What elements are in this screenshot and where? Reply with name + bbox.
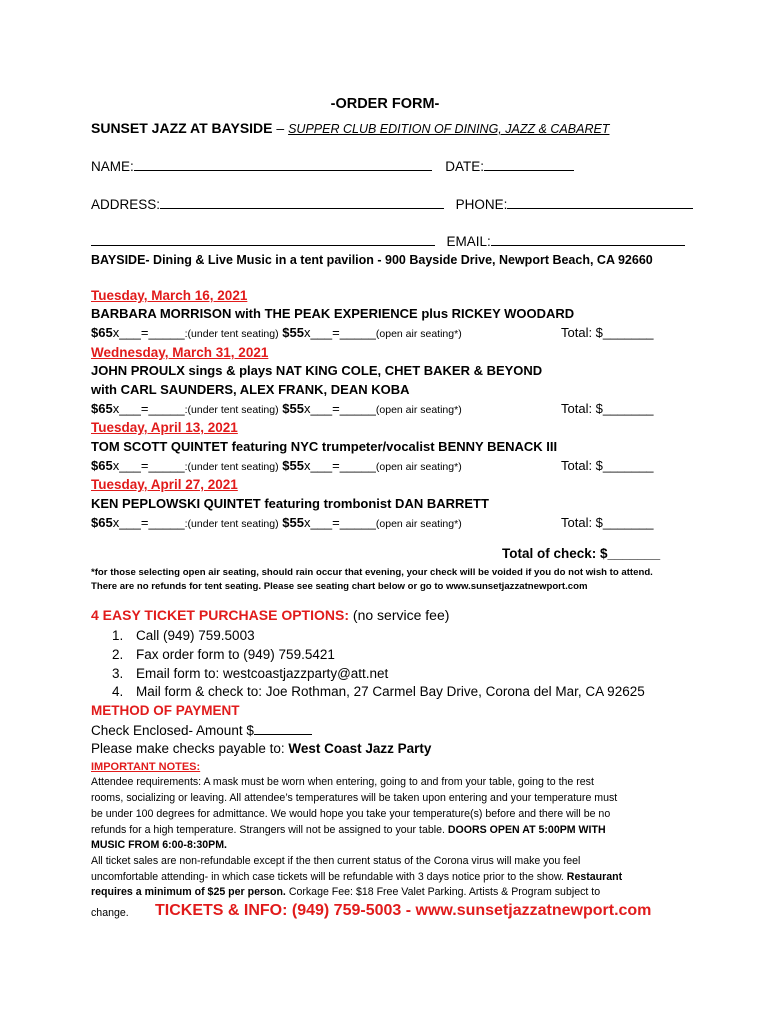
phone-field[interactable] — [507, 196, 693, 209]
options-subtitle: (no service fee) — [349, 607, 450, 623]
show-date: Tuesday, April 27, 2021 — [91, 477, 238, 492]
address-phone-row — [91, 196, 693, 212]
payable-label: Please make checks payable to: — [91, 741, 289, 756]
option-text: Fax order form to (949) 759.5421 — [136, 647, 335, 662]
show-date: Tuesday, April 13, 2021 — [91, 420, 238, 435]
music-time-text: MUSIC FROM 6:00-8:30PM. — [91, 839, 227, 851]
price-row — [91, 401, 671, 416]
option-number: 1. — [112, 628, 124, 643]
options-heading — [91, 607, 449, 623]
important-line: Attendee requirements: A mask must be worn when entering, going to and from your table, going to the rest — [91, 776, 594, 788]
tent-label: :(under tent seating) — [184, 461, 279, 473]
tent-label: :(under tent seating) — [184, 404, 279, 416]
name-date-row — [91, 158, 574, 174]
tent-label: :(under tent seating) — [184, 518, 279, 530]
payable-row — [91, 741, 431, 756]
tent-price: $65 — [91, 325, 113, 340]
show-performers: TOM SCOTT QUINTET featuring NYC trumpeter/vocalist BENNY BENACK III — [91, 439, 558, 454]
refund-line-restaurant — [91, 871, 622, 883]
music-time-line — [91, 839, 227, 851]
check-enclosed-row — [91, 722, 312, 738]
change-text: change. — [91, 907, 129, 919]
minimum-line — [91, 886, 600, 898]
grand-total-field[interactable]: Total of check: $_______ — [502, 546, 661, 561]
form-title: -ORDER FORM- — [330, 96, 440, 112]
price-row — [91, 515, 671, 530]
open-label: (open air seating*) — [375, 404, 462, 416]
refund-line: All ticket sales are non-refundable except if the then current status of the Corona virus will make you feel — [91, 855, 581, 867]
event-subtitle — [91, 120, 609, 136]
check-amount-field[interactable] — [254, 722, 312, 735]
tent-price: $65 — [91, 515, 113, 530]
name-label: NAME: — [91, 159, 134, 174]
options-title: 4 EASY TICKET PURCHASE OPTIONS: — [91, 607, 350, 623]
restaurant-text: Restaurant — [563, 871, 623, 883]
option-number: 3. — [112, 666, 124, 681]
tent-quantity-field[interactable]: x___=_____ — [112, 515, 185, 530]
email-row — [91, 233, 685, 249]
option-number: 2. — [112, 647, 124, 662]
open-label: (open air seating*) — [375, 518, 462, 530]
name-field[interactable] — [134, 158, 432, 171]
refund-text: uncomfortable attending- in which case tickets will be refundable with 3 days notice prior to the show. — [91, 871, 564, 883]
tickets-info: TICKETS & INFO: (949) 759-5003 - www.sunsetjazzatnewport.com — [155, 902, 652, 919]
show-performers: JOHN PROULX sings & plays NAT KING COLE, CHET BAKER & BEYOND — [91, 363, 543, 378]
open-quantity-field[interactable]: x___=_____ — [303, 515, 376, 530]
tent-price: $65 — [91, 401, 113, 416]
email-label: EMAIL: — [446, 234, 491, 249]
option-number: 4. — [112, 684, 124, 699]
show-performers: BARBARA MORRISON with THE PEAK EXPERIENCE plus RICKEY WOODARD — [91, 306, 575, 321]
edition-text: SUPPER CLUB EDITION OF DINING, JAZZ & CABARET — [288, 122, 610, 136]
open-quantity-field[interactable]: x___=_____ — [303, 458, 376, 473]
tent-price: $65 — [91, 458, 113, 473]
show-performers: KEN PEPLOWSKI QUINTET featuring trombonist DAN BARRETT — [91, 496, 489, 511]
option-text: Call (949) 759.5003 — [136, 628, 255, 643]
minimum-text: requires a minimum of $25 per person. — [91, 886, 286, 898]
date-field[interactable] — [484, 158, 574, 171]
show-date: Tuesday, March 16, 2021 — [91, 288, 248, 303]
payment-method-title: METHOD OF PAYMENT — [91, 703, 240, 718]
important-notes-title: IMPORTANT NOTES: — [91, 761, 201, 773]
show-total-field[interactable]: Total: $_______ — [561, 458, 654, 473]
address-field[interactable] — [160, 196, 444, 209]
option-text: Mail form & check to: Joe Rothman, 27 Carmel Bay Drive, Corona del Mar, CA 92625 — [136, 684, 645, 699]
open-price: $55 — [282, 325, 304, 340]
price-row — [91, 325, 671, 340]
address-line2-field[interactable] — [91, 233, 435, 246]
date-label: DATE: — [445, 159, 485, 174]
important-line-doors — [91, 824, 606, 836]
option-item — [112, 628, 255, 643]
event-name: SUNSET JAZZ AT BAYSIDE — [91, 120, 273, 136]
open-price: $55 — [282, 458, 304, 473]
corkage-text: Corkage Fee: $18 Free Valet Parking. Artists & Program subject to — [285, 886, 601, 898]
tent-quantity-field[interactable]: x___=_____ — [112, 401, 185, 416]
open-price: $55 — [282, 515, 304, 530]
option-item — [112, 647, 335, 662]
open-price: $55 — [282, 401, 304, 416]
show-total-field[interactable]: Total: $_______ — [561, 401, 654, 416]
address-label: ADDRESS: — [91, 197, 161, 212]
open-quantity-field[interactable]: x___=_____ — [303, 401, 376, 416]
price-row — [91, 458, 671, 473]
open-label: (open air seating*) — [375, 328, 462, 340]
payee-name: West Coast Jazz Party — [288, 741, 432, 756]
important-line: rooms, socializing or leaving. All attendee’s temperatures will be taken upon entering and your temperature must — [91, 792, 618, 804]
refund-note: There are no refunds for tent seating. Please see seating chart below or go to www.sunsetjazzatnewport.com — [91, 581, 588, 592]
check-enclosed-label: Check Enclosed- Amount $ — [91, 723, 254, 738]
show-total-field[interactable]: Total: $_______ — [561, 325, 654, 340]
doors-open-text: DOORS OPEN AT 5:00PM WITH — [444, 824, 606, 836]
option-item — [112, 666, 388, 681]
show-total-field[interactable]: Total: $_______ — [561, 515, 654, 530]
show-performers-line2: with CARL SAUNDERS, ALEX FRANK, DEAN KOBA — [91, 382, 410, 397]
rain-note: *for those selecting open air seating, should rain occur that evening, your check will be voided if you do not wish to attend. — [91, 567, 653, 578]
tent-quantity-field[interactable]: x___=_____ — [112, 325, 185, 340]
open-quantity-field[interactable]: x___=_____ — [303, 325, 376, 340]
show-date: Wednesday, March 31, 2021 — [91, 345, 269, 360]
option-item — [112, 684, 645, 699]
important-line: be under 100 degrees for admittance. We would hope you take your temperature(s) before and there will be no — [91, 808, 611, 820]
phone-label: PHONE: — [455, 197, 508, 212]
tent-label: :(under tent seating) — [184, 328, 279, 340]
email-field[interactable] — [491, 233, 685, 246]
option-text: Email form to: westcoastjazzparty@att.net — [136, 666, 389, 681]
tent-quantity-field[interactable]: x___=_____ — [112, 458, 185, 473]
open-label: (open air seating*) — [375, 461, 462, 473]
dash: – — [272, 120, 289, 136]
venue-line: BAYSIDE- Dining & Live Music in a tent pavilion - 900 Bayside Drive, Newport Beach, CA 92660 — [91, 253, 653, 267]
strangers-text: refunds for a high temperature. Strangers will not be assigned to your table. — [91, 824, 445, 836]
